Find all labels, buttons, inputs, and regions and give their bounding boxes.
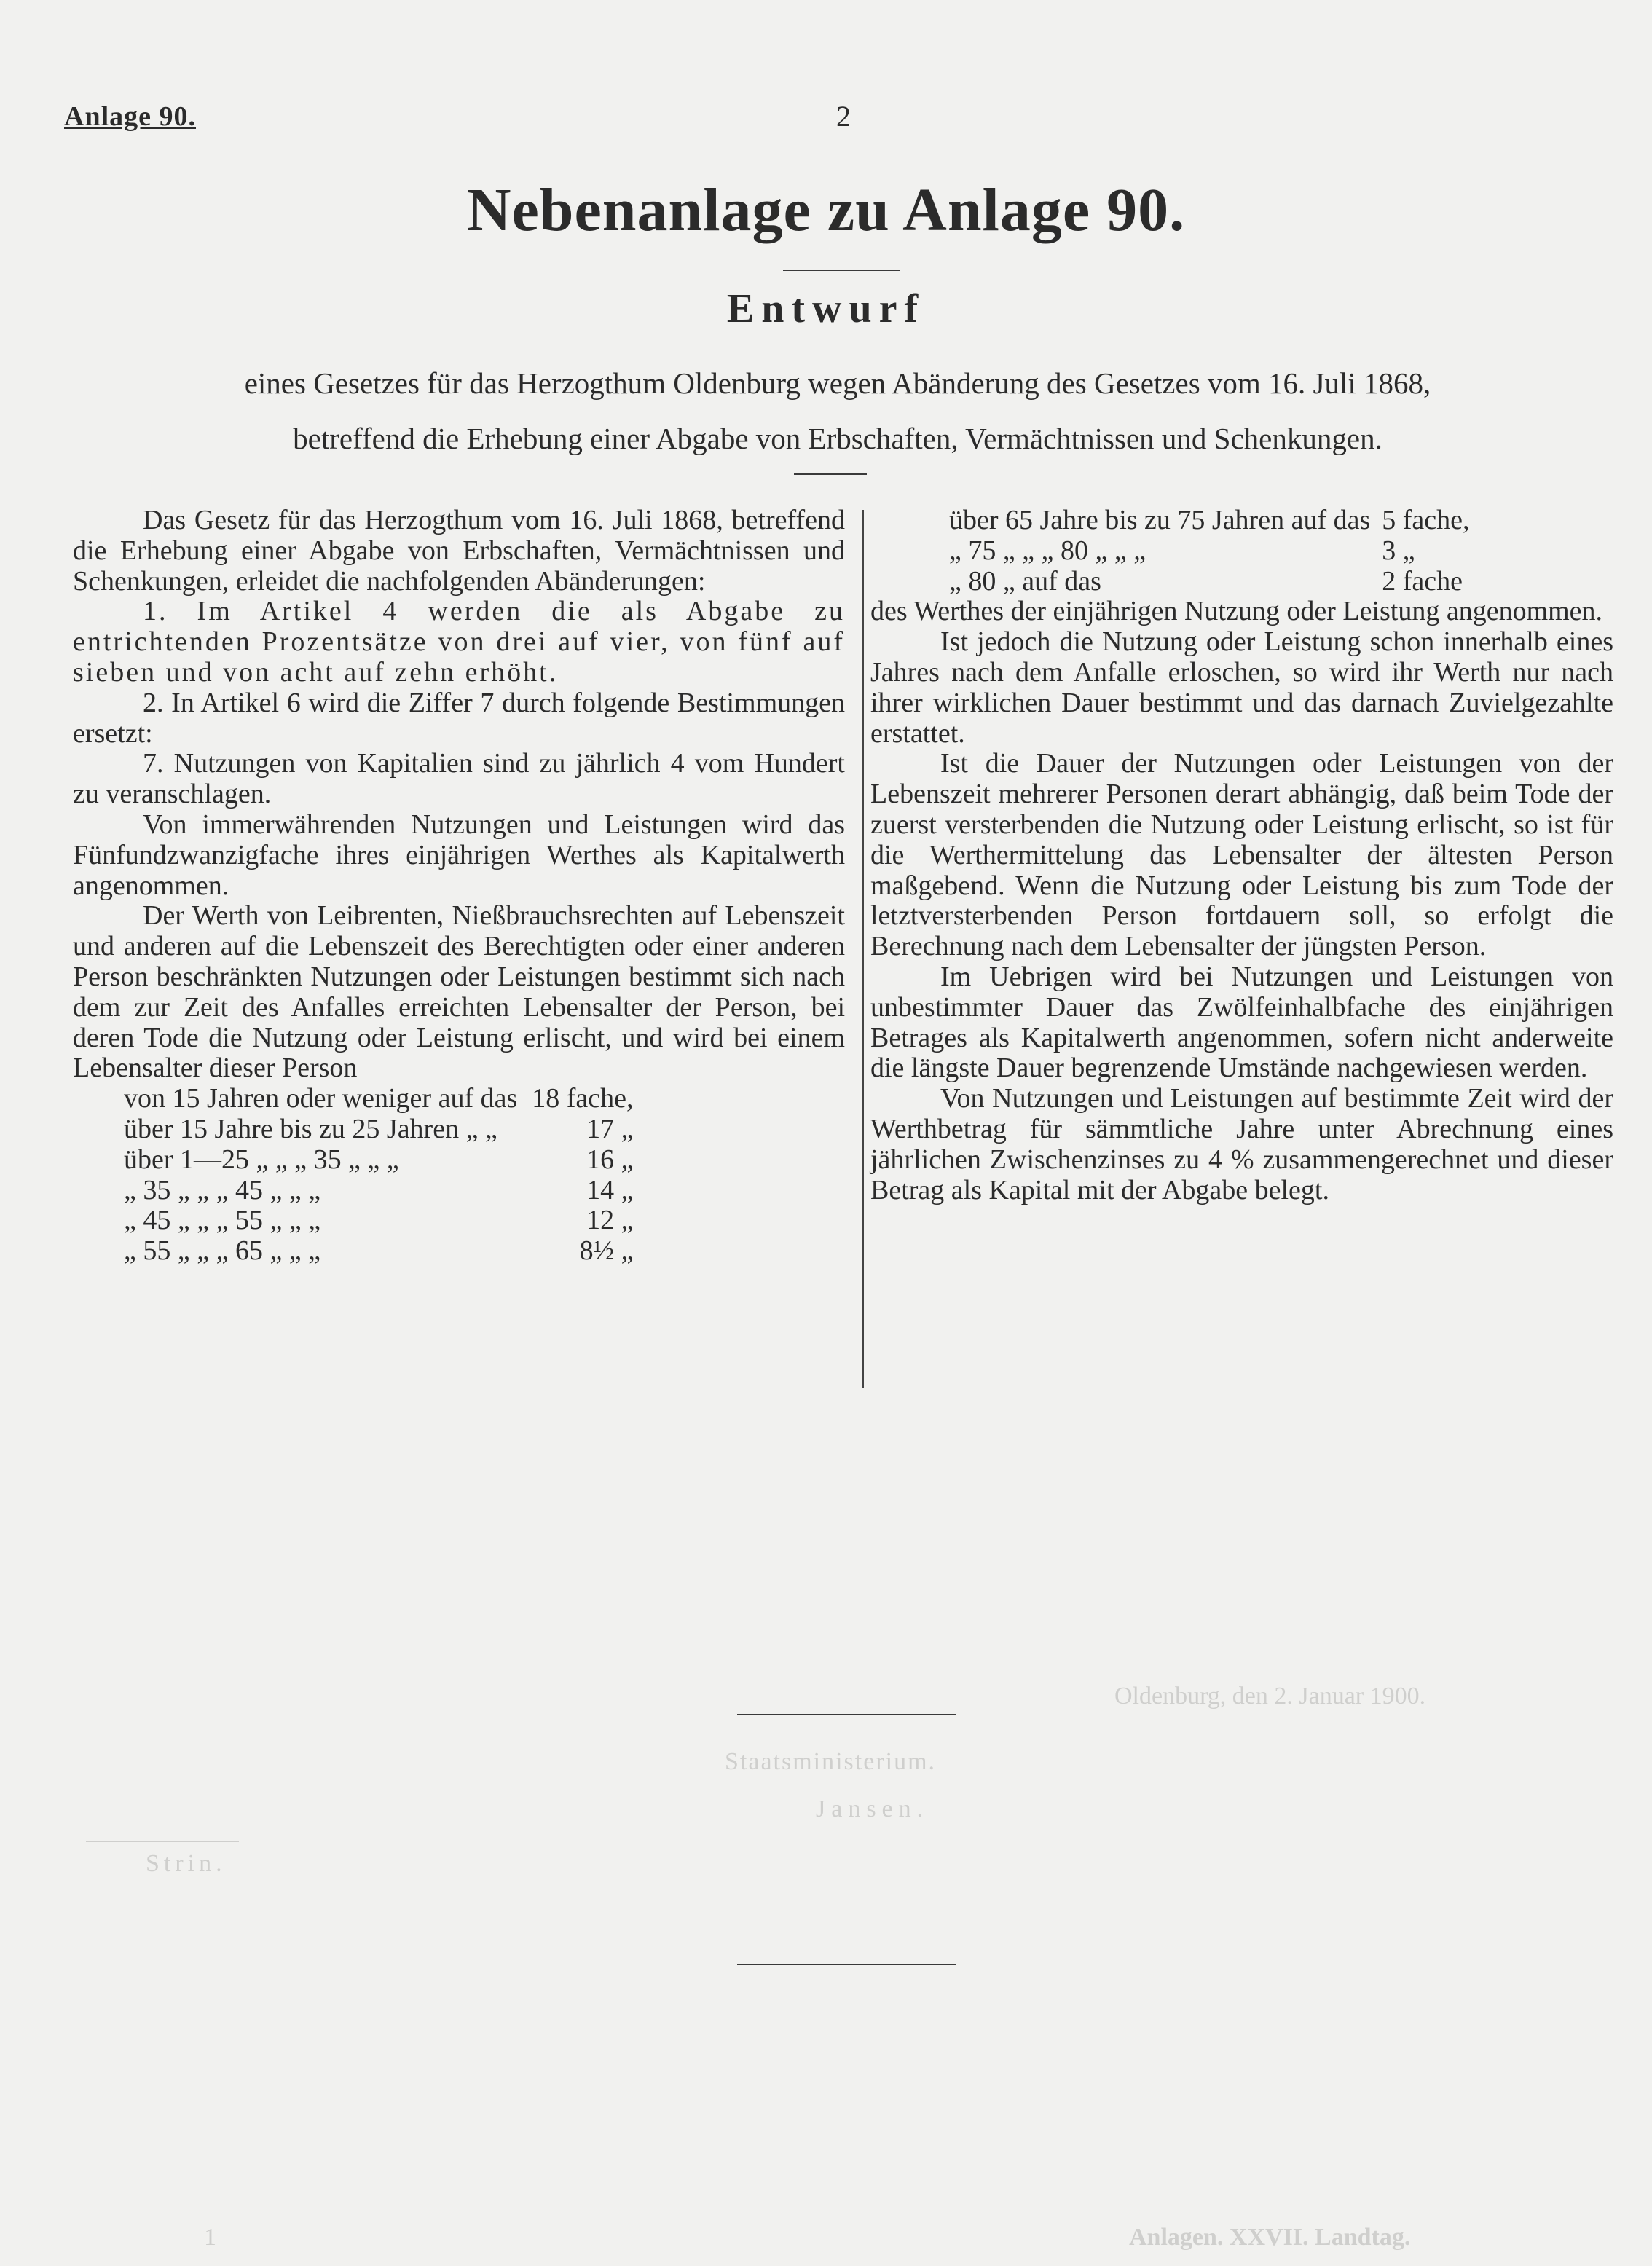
table-cell: über 65 Jahre bis zu 75 Jahren auf das	[949, 505, 1371, 535]
table-row	[117, 1176, 641, 1206]
bleed-sheet-number: 1	[204, 2224, 216, 2251]
table-row	[117, 1145, 641, 1176]
left-column	[73, 505, 845, 1267]
bleed-divider	[86, 1841, 239, 1842]
table-cell: 5 fache,	[1382, 505, 1470, 535]
table-cell: „ 55 „ „ „ 65 „ „ „	[124, 1235, 321, 1267]
end-divider	[737, 1714, 956, 1715]
paragraph: Das Gesetz für das Herzogthum vom 16. Juli 1868, betreffend die Erhebung einer Abgabe von Erbschaften, Vermächtnissen und Schenkungen, erleidet die nachfolgenden Abänderungen:	[73, 505, 845, 597]
age-multiplier-table-continued	[943, 505, 1476, 597]
table-row	[943, 567, 1476, 597]
table-row	[117, 1205, 641, 1236]
table-cell: 16 „	[586, 1144, 634, 1175]
paragraph: Ist jedoch die Nutzung oder Leistung schon innerhalb eines Jahres nach dem Anfalle erloschen, so wird ihr Werth nur nach ihrer wirklichen Dauer bestimmt und das darnach Zuvielgezahlte erstattet.	[870, 626, 1613, 749]
table-cell: 12 „	[586, 1205, 634, 1236]
table-row	[943, 505, 1476, 536]
page-tag: Anlage 90.	[64, 101, 196, 132]
page-number: 2	[836, 100, 851, 133]
intro-line-1: eines Gesetzes für das Herzogthum Oldenburg wegen Abänderung des Gesetzes vom 16. Juli 1868,	[244, 366, 1431, 400]
table-row	[117, 1114, 641, 1145]
paragraph: Von immerwährenden Nutzungen und Leistungen wird das Fünfundzwanzigfache ihres einjährigen Werthes als Kapitalwerth angenommen.	[73, 809, 845, 901]
paragraph: Der Werth von Leibrenten, Nießbrauchsrechten auf Lebenszeit und anderen auf die Lebenszeit des Berechtigten oder einer anderen Person beschränkten Nutzungen oder Leistungen bestimmt sich nach dem zur Zeit des Anfalles erreichten Lebensalter der Person, bei deren Tode die Nutzung oder Leistung erlischt, und wird bei einem Lebensalter dieser Person	[73, 900, 845, 1084]
paragraph: Ist die Dauer der Nutzungen oder Leistungen von der Lebenszeit mehrerer Personen derart abhängig, daß beim Tode der zuerst versterbenden die Nutzung oder Leistung erlischt, so ist für die Werthermittelung das Lebensalter der ältesten Person maßgebend. Wenn die Nutzung oder Leistung bis zum Tode der letztversterbenden Person fortdauern soll, so erfolgt die Berechnung nach dem Lebensalter der jüngsten Person.	[870, 748, 1613, 962]
table-row	[943, 536, 1476, 567]
table-cell: „ 75 „ „ „ 80 „ „ „	[949, 535, 1146, 566]
table-cell: 8½ „	[579, 1235, 634, 1267]
paragraph: Von Nutzungen und Leistungen auf bestimmte Zeit wird der Werthbetrag für sämmtliche Jahre unter Abrechnung eines jährlichen Zwischenzinses zu 4 % zusammengerechnet und dieser Betrag als Kapital mit der Abgabe belegt.	[870, 1083, 1613, 1205]
right-column	[870, 505, 1613, 1205]
paragraph: 1. Im Artikel 4 werden die als Abgabe zu entrichtenden Prozentsätze von drei auf vier, von fünf auf sieben und von acht auf zehn erhöht.	[73, 596, 845, 688]
intro-line-2: betreffend die Erhebung einer Abgabe von Erbschaften, Vermächtnissen und Schenkungen.	[293, 422, 1382, 455]
column-divider	[862, 510, 864, 1388]
bleed-place-date: Oldenburg, den 2. Januar 1900.	[1114, 1683, 1426, 1710]
paragraph: des Werthes der einjährigen Nutzung oder Leistung angenommen.	[870, 596, 1603, 627]
paragraph: 2. In Artikel 6 wird die Ziffer 7 durch folgende Bestimmungen ersetzt:	[73, 687, 845, 749]
table-cell: „ 45 „ „ „ 55 „ „ „	[124, 1205, 321, 1236]
table-cell: „ 80 „ auf das	[949, 565, 1101, 597]
table-cell: 2 fache	[1382, 565, 1463, 597]
table-cell: von 15 Jahren oder weniger auf das	[124, 1083, 518, 1114]
table-cell: „ 35 „ „ „ 45 „ „ „	[124, 1174, 321, 1205]
paragraph: 7. Nutzungen von Kapitalien sind zu jährlich 4 vom Hundert zu veranschlagen.	[73, 748, 845, 810]
table-cell: über 1—25 „ „ „ 35 „ „ „	[124, 1144, 399, 1175]
table-cell: 18 fache,	[532, 1083, 634, 1114]
title-divider	[783, 270, 900, 271]
table-row	[117, 1084, 641, 1114]
bleed-clerk: Strin.	[146, 1850, 227, 1877]
age-multiplier-table	[117, 1084, 641, 1267]
table-row	[117, 1236, 641, 1267]
bleed-footer: Anlagen. XXVII. Landtag.	[1129, 2224, 1411, 2251]
bleed-ministry: Staatsministerium.	[725, 1748, 937, 1775]
table-cell: 17 „	[586, 1113, 634, 1144]
lower-divider	[737, 1964, 956, 1965]
intro-heading	[73, 355, 1602, 466]
bleed-name: Jansen.	[816, 1795, 929, 1822]
paragraph: Im Uebrigen wird bei Nutzungen und Leistungen von unbestimmter Dauer das Zwölfeinhalbfache des einjährigen Betrages als Kapitalwerth angenommen, sofern nicht anderweite die längste Dauer begrenzende Umstände nachgewiesen werden.	[870, 961, 1613, 1084]
subtitle: Entwurf	[726, 286, 926, 331]
table-cell: 14 „	[586, 1174, 634, 1205]
intro-divider	[794, 473, 867, 475]
table-cell: 3 „	[1382, 535, 1415, 566]
table-cell: über 15 Jahre bis zu 25 Jahren „ „	[124, 1113, 497, 1144]
page-title: Nebenanlage zu Anlage 90.	[466, 176, 1186, 244]
